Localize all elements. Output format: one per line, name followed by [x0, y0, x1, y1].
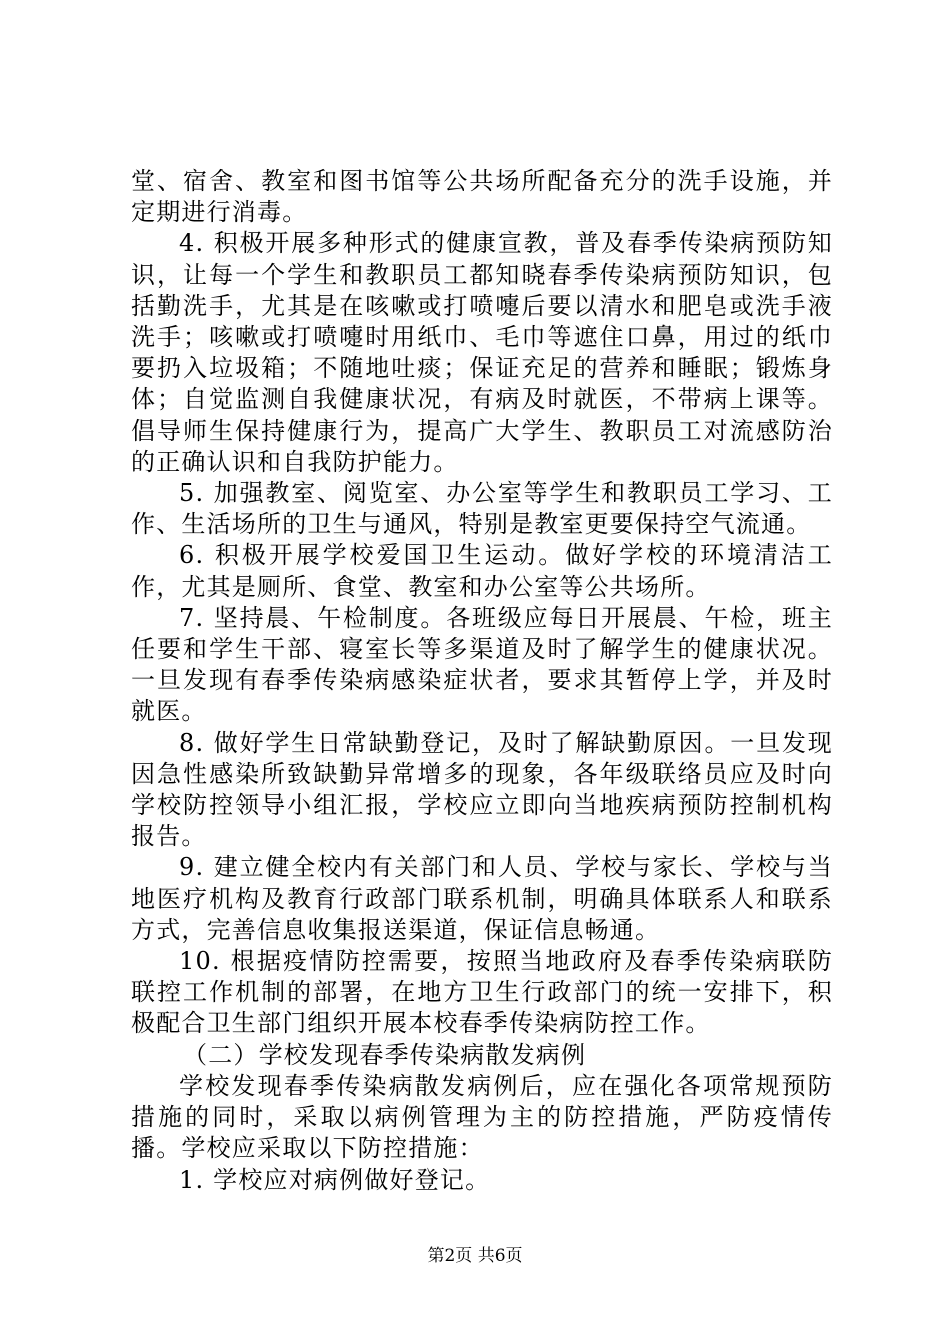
paragraph-sub-item-1: 1. 学校应对病例做好登记。	[179, 1165, 491, 1194]
page-footer: 第2页 共6页	[427, 1246, 523, 1266]
paragraph-continuation: 堂、宿舍、教室和图书馆等公共场所配备充分的洗手设施，并定期进行消毒。	[131, 167, 833, 227]
paragraph-item-6: 6. 积极开展学校爱国卫生运动。做好学校的环境清洁工作，尤其是厕所、食堂、教室和办公室等公共场所。	[131, 541, 833, 601]
paragraph-item-9: 9. 建立健全校内有关部门和人员、学校与家长、学校与当地医疗机构及教育行政部门联系机制，明确具体联系人和联系方式，完善信息收集报送渠道，保证信息畅通。	[131, 853, 833, 944]
paragraph-section-intro: 学校发现春季传染病散发病例后，应在强化各项常规预防措施的同时，采取以病例管理为主的防控措施，严防疫情传播。学校应采取以下防控措施：	[131, 1071, 833, 1163]
document-body	[131, 166, 833, 1196]
paragraph-item-5: 5. 加强教室、阅览室、办公室等学生和教职员工学习、工作、生活场所的卫生与通风，特别是教室更要保持空气流通。	[131, 479, 833, 539]
paragraph-item-10: 10. 根据疫情防控需要，按照当地政府及春季传染病联防联控工作机制的部署，在地方卫生行政部门的统一安排下，积极配合卫生部门组织开展本校春季传染病防控工作。	[131, 947, 833, 1038]
paragraph-item-4: 4. 积极开展多种形式的健康宣教，普及春季传染病预防知识，让每一个学生和教职员工都知晓春季传染病预防知识，包括勤洗手，尤其是在咳嗽或打喷嚏后要以清水和肥皂或洗手液洗手；咳嗽或打喷嚏时用纸巾、毛巾等遮住口鼻，用过的纸巾要扔入垃圾箱；不随地吐痰；保证充足的营养和睡眠；锻炼身体；自觉监测自我健康状况，有病及时就医，不带病上课等。倡导师生保持健康行为，提高广大学生、教职员工对流感防治的正确认识和自我防护能力。	[131, 229, 833, 476]
paragraph-item-7: 7. 坚持晨、午检制度。各班级应每日开展晨、午检，班主任要和学生干部、寝室长等多渠道及时了解学生的健康状况。一旦发现有春季传染病感染症状者，要求其暂停上学，并及时就医。	[131, 603, 833, 726]
section-heading: （二）学校发现春季传染病散发病例	[183, 1040, 587, 1069]
paragraph-item-8: 8. 做好学生日常缺勤登记，及时了解缺勤原因。一旦发现因急性感染所致缺勤异常增多的现象，各年级联络员应及时向学校防控领导小组汇报，学校应立即向当地疾病预防控制机构报告。	[131, 728, 833, 851]
